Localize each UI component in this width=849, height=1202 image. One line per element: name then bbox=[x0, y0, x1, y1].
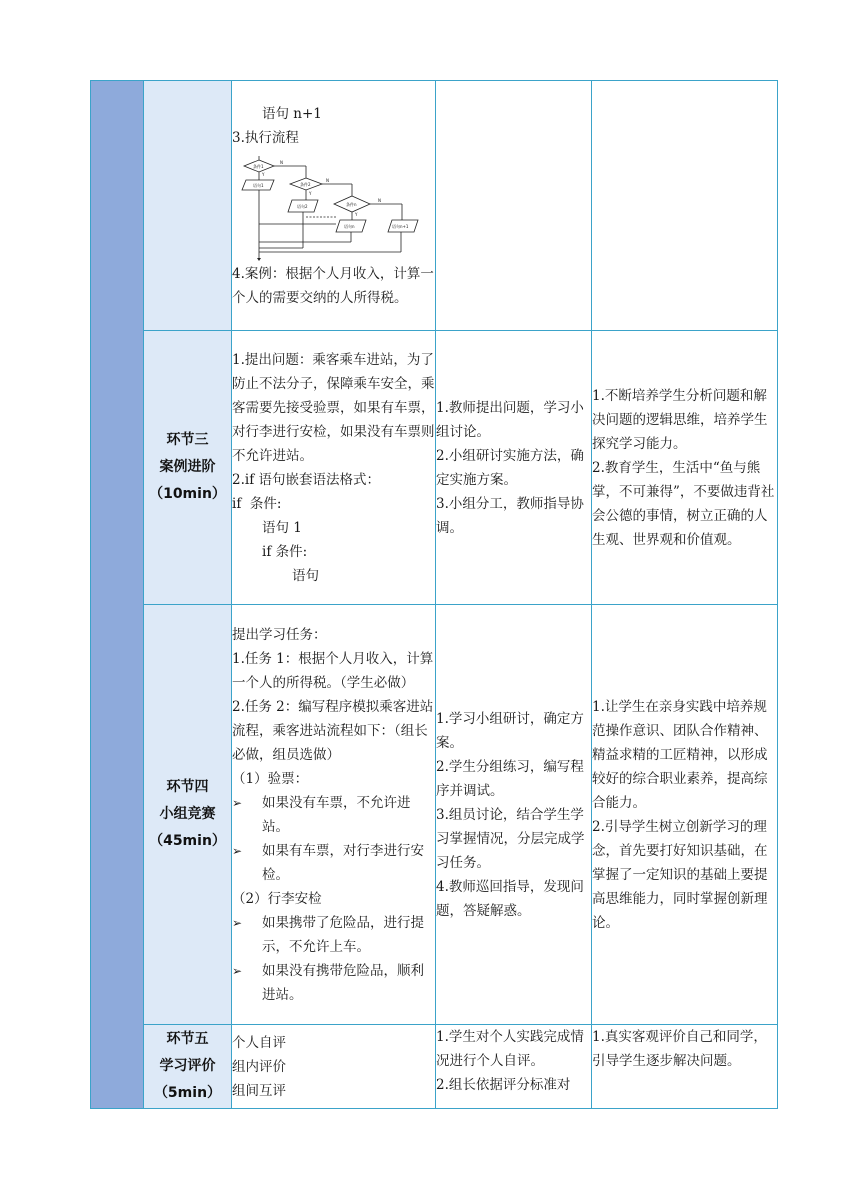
content-line: 1.任务 1：根据个人月收入，计算一个人的所得税。（学生必做） bbox=[232, 650, 434, 691]
list-item bbox=[232, 839, 435, 887]
code-line: 语句 bbox=[292, 567, 319, 584]
list-item-text: 如果没有车票，不允许进站。 bbox=[262, 794, 411, 835]
flow-label: 语句n+1 bbox=[392, 223, 409, 229]
teacher-cell bbox=[436, 1025, 592, 1109]
content-line: 个人自评 bbox=[232, 1034, 286, 1051]
stage-subtitle: 学习评价 bbox=[159, 1058, 216, 1074]
table-row bbox=[91, 1025, 778, 1109]
flow-label: 语句n bbox=[344, 223, 355, 229]
content-line: 1.提出问题：乘客乘车进站，为了防止不法分子，保障乘车安全，乘客需要先接受验票，如果有车票，对行李进行安检，如果没有车票则不允许进站。 bbox=[232, 351, 435, 464]
content-line: （1）验票： bbox=[232, 770, 309, 787]
flow-label: 语句1 bbox=[253, 182, 264, 188]
flow-label: Y bbox=[262, 171, 265, 177]
teacher-cell bbox=[436, 605, 592, 1025]
content-cell bbox=[232, 81, 436, 331]
case-text: 4.案例：根据个人月收入，计算一个人的需要交纳的人所得税。 bbox=[232, 265, 434, 306]
teacher-line: 1.学生对个人实践完成情况进行个人自评。 bbox=[436, 1029, 584, 1069]
content-line: 2.if 语句嵌套语法格式： bbox=[232, 471, 380, 488]
flow-label: 条件2 bbox=[300, 181, 311, 187]
goal-cell bbox=[592, 331, 778, 605]
arrow-bullet-icon: ➢ bbox=[232, 963, 243, 978]
stage-duration: （10min） bbox=[149, 486, 226, 502]
stage-subtitle: 小组竞赛 bbox=[159, 806, 216, 822]
code-line: 语句 1 bbox=[262, 519, 302, 536]
flow-label: 条件n bbox=[346, 201, 357, 207]
content-cell bbox=[232, 605, 436, 1025]
teacher-line: 4.教师巡回指导，发现问题，答疑解惑。 bbox=[436, 878, 584, 919]
list-item-text: 如果携带了危险品，进行提示，不允许上车。 bbox=[262, 914, 424, 955]
content-line: 提出学习任务： bbox=[232, 626, 327, 643]
goal-cell bbox=[592, 1025, 778, 1109]
arrow-bullet-icon: ➢ bbox=[232, 795, 243, 810]
flow-label: Y bbox=[309, 190, 312, 196]
list-item-text: 如果没有携带危险品，顺利进站。 bbox=[262, 962, 424, 1003]
teacher-cell bbox=[436, 81, 592, 331]
goal-line: 1.让学生在亲身实践中培养规范操作意识、团队合作精神、精益求精的工匠精神，以形成较好的综合职业素养，提高综合能力。 bbox=[592, 698, 768, 811]
code-line: if 条件: bbox=[232, 495, 282, 512]
list-item bbox=[232, 791, 435, 839]
list-item-text: 如果有车票，对行李进行安检。 bbox=[262, 842, 424, 883]
code-line: if 条件: bbox=[262, 543, 308, 560]
teacher-line: 2.组长依据评分标准对 bbox=[436, 1077, 571, 1093]
content-line: （2）行李安检 bbox=[232, 890, 322, 907]
table-row bbox=[91, 605, 778, 1025]
teacher-cell bbox=[436, 331, 592, 605]
stage-cell-empty bbox=[144, 81, 232, 331]
stage-cell bbox=[144, 1025, 232, 1109]
arrow-bullet-icon: ➢ bbox=[232, 915, 243, 930]
flow-label: 条件1 bbox=[253, 163, 264, 169]
goal-line: 2.教育学生，生活中“鱼与熊掌，不可兼得”，不要做违背社会公德的事情，树立正确的人生观、世界观和价值观。 bbox=[592, 459, 775, 548]
table-row bbox=[91, 81, 778, 331]
table-row bbox=[91, 331, 778, 605]
flowchart-diagram bbox=[236, 154, 426, 262]
stage-cell bbox=[144, 331, 232, 605]
list-item bbox=[232, 911, 435, 959]
side-band bbox=[91, 81, 144, 1109]
teacher-line: 2.小组研讨实施方法，确定实施方案。 bbox=[436, 447, 584, 488]
flow-label: 语句2 bbox=[297, 203, 308, 209]
teacher-line: 3.组员讨论，结合学生学习掌握情况，分层完成学习任务。 bbox=[436, 806, 585, 871]
goal-cell bbox=[592, 81, 778, 331]
lesson-plan-table bbox=[90, 80, 778, 1109]
arrow-bullet-icon: ➢ bbox=[232, 843, 243, 858]
content-cell bbox=[232, 1025, 436, 1109]
goal-line: 2.引导学生树立创新学习的理念，首先要打好知识基础，在掌握了一定知识的基础上要提高思维能力，同时掌握创新理论。 bbox=[592, 818, 768, 931]
teacher-line: 2.学生分组练习，编写程序并调试。 bbox=[436, 758, 584, 799]
flow-label: Y bbox=[355, 211, 358, 217]
goal-line: 1.真实客观评价自己和同学，引导学生逐步解决问题。 bbox=[592, 1029, 767, 1069]
content-line: 2.任务 2：编写程序模拟乘客进站流程，乘客进站流程如下：（组长必做，组员选做） bbox=[232, 698, 434, 763]
stage-duration: （45min） bbox=[149, 833, 226, 849]
flow-label: N bbox=[280, 159, 283, 165]
stage-title: 环节四 bbox=[166, 779, 209, 795]
teacher-line: 3.小组分工，教师指导协调。 bbox=[436, 495, 584, 536]
list-item bbox=[232, 959, 435, 1007]
content-line: 组间互评 bbox=[232, 1082, 286, 1099]
code-line: 语句 n+1 bbox=[262, 105, 322, 122]
stage-title: 环节三 bbox=[166, 432, 209, 448]
stage-subtitle: 案例进阶 bbox=[159, 459, 216, 475]
stage-duration: （5min） bbox=[153, 1085, 222, 1101]
teacher-line: 1.学习小组研讨，确定方案。 bbox=[436, 710, 584, 751]
content-cell bbox=[232, 331, 436, 605]
section-heading: 3.执行流程 bbox=[232, 129, 299, 146]
goal-cell bbox=[592, 605, 778, 1025]
stage-cell bbox=[144, 605, 232, 1025]
flow-label: N bbox=[326, 177, 329, 183]
teacher-line: 1.教师提出问题，学习小组讨论。 bbox=[436, 399, 584, 440]
goal-line: 1.不断培养学生分析问题和解决问题的逻辑思维，培养学生探究学习能力。 bbox=[592, 387, 768, 452]
content-line: 组内评价 bbox=[232, 1058, 286, 1075]
stage-title: 环节五 bbox=[166, 1031, 209, 1047]
flow-label: N bbox=[378, 197, 381, 203]
